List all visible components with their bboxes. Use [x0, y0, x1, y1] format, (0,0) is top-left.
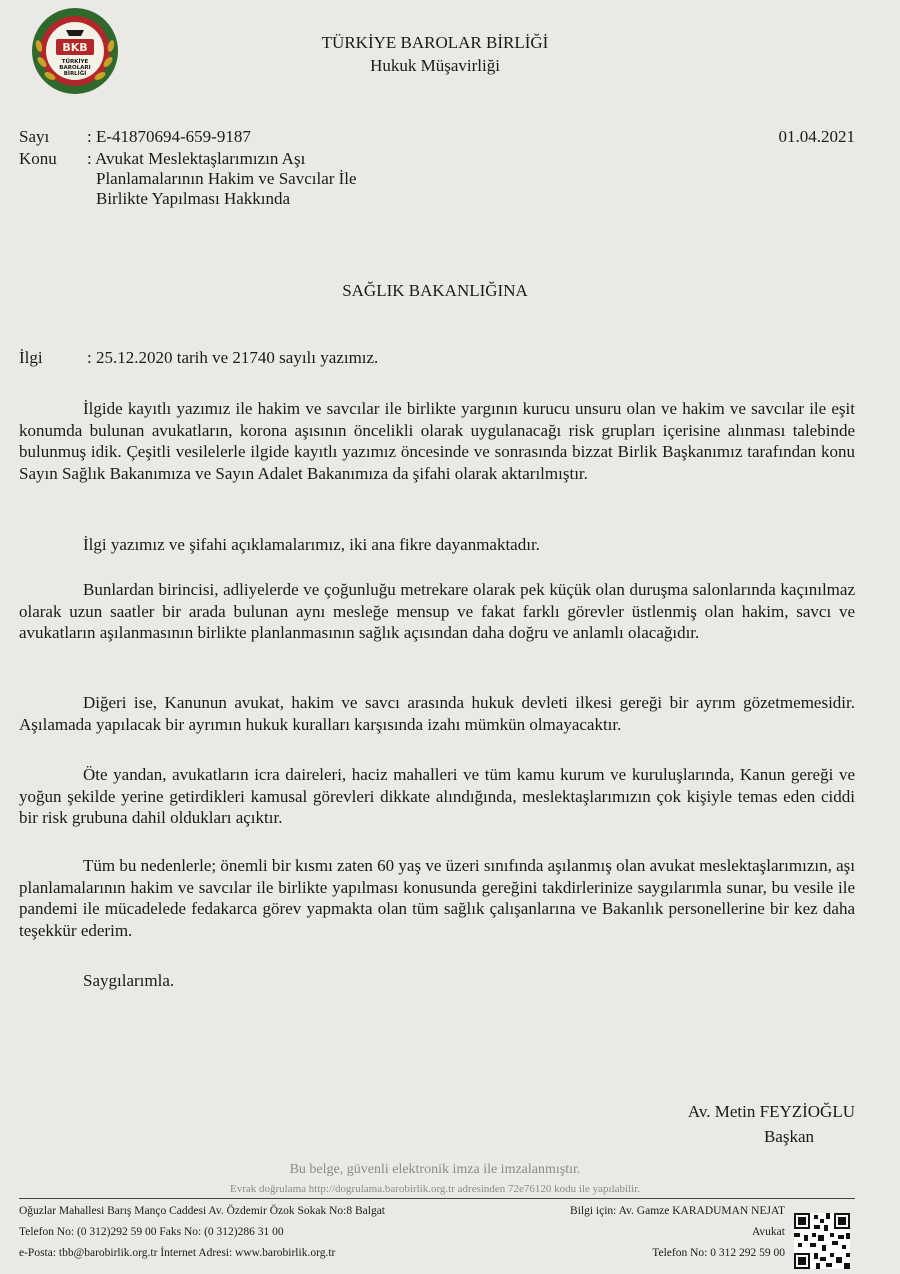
ilgi-value: : 25.12.2020 tarih ve 21740 sayılı yazımız.	[87, 348, 379, 367]
body-paragraph-5: Öte yandan, avukatların icra daireleri, haciz mahalleri ve tüm kamu kurum ve kuruluşlarında, Kanun gereği ve yoğun şekilde yerine getirdikleri kamusal görevleri dikkate alındığında, meslektaşlarımızın çok kişiyle temas eden ciddi bir risk grubuna dahil oldukları açıktır.	[19, 765, 855, 827]
recipient: SAĞLIK BAKANLIĞINA	[342, 281, 528, 300]
verification-note: Evrak doğrulama http://dogrulama.barobirlik.org.tr adresinden 72e76120 kodu ile yapılabilir.	[229, 1183, 641, 1195]
footer-divider	[19, 1198, 855, 1199]
konu-line-3: Birlikte Yapılması Hakkında	[96, 189, 291, 208]
signature-title: Başkan	[763, 1127, 814, 1146]
konu-label: Konu	[19, 149, 57, 168]
footer-info-phone: Telefon No: 0 312 292 59 00	[652, 1247, 785, 1259]
konu-line-2: Planlamalarının Hakim ve Savcılar İle	[96, 169, 357, 188]
qr-code-icon	[794, 1213, 850, 1269]
body-paragraph-2: İlgi yazımız ve şifahi açıklamalarımız, iki ana fikre dayanmaktadır.	[83, 535, 540, 554]
ilgi-label: İlgi	[19, 348, 43, 367]
body-paragraph-3: Bunlardan birincisi, adliyelerde ve çoğunluğu metrekare olarak pek küçük olan duruşma salonlarında kaçınılmaz olarak uzun saatler bir arada bulunan aynı mesleğe mensup ve fakat farklı görevler üstlenmiş olan hakim, savcı ve avukatların aşılanmasının birlikte planlanmasının sağlık açısından daha doğru ve anlamlı olacağıdır.	[19, 580, 855, 642]
department: Hukuk Müşavirliği	[370, 56, 500, 75]
svg-text:TÜRKİYE: TÜRKİYE	[61, 59, 89, 65]
body-paragraph-1: İlgide kayıtlı yazımız ile hakim ve savcılar ile birlikte yargının kurucu unsuru olan ve hakim ve savcılar ile eşit konumda bulunan avukatların, korona aşısının öncelikli olarak uygulanacağı risk grupları içerisine alınması talebinde bulunmuş idik. Çeşitli vesilelerle ilgide kayıtlı yazımız öncesinde ve sonrasında bizzat Birlik Başkanımız tarafından konu Sayın Sağlık Bakanımıza ve Sayın Adalet Bakanımıza da şifahi olarak aktarılmıştır.	[19, 399, 855, 483]
svg-text:BAROLARI: BAROLARI	[59, 65, 91, 71]
body-paragraph-6: Tüm bu nedenlerle; önemli bir kısmı zaten 60 yaş ve üzeri sınıfında aşılanmış olan avukat meslektaşlarımızın, aşı planlamalarının hakim ve savcılar ile birlikte yapılması konusunda gereğini takdirlerinize saygılarımla sunar, bu vesile ile pandemi ile mücadelede fedakarca görev yapmakta olan tüm sağlık çalışanlarına ve Bakanlık personellerine bir kez daha teşekkür ederim.	[19, 856, 855, 940]
footer-phone-fax: Telefon No: (0 312)292 59 00 Faks No: (0 312)286 31 00	[19, 1226, 284, 1238]
footer-email-web: e-Posta: tbb@barobirlik.org.tr İnternet Adresi: www.barobirlik.org.tr	[19, 1247, 336, 1259]
footer-address: Oğuzlar Mahallesi Barış Manço Caddesi Av. Özdemir Özok Sokak No:8 Balgat	[19, 1205, 386, 1217]
body-paragraph-4: Diğeri ise, Kanunun avukat, hakim ve savcı arasında hukuk devleti ilkesi gereği bir ayrım gözetmemesidir. Aşılamada yapılacak bir ayrımın hukuk kuralları karşısında izahı mümkün olmayacaktır.	[19, 693, 855, 734]
svg-text:BKB: BKB	[62, 41, 88, 54]
document-date: 01.04.2021	[778, 127, 855, 146]
sayi-label: Sayı	[19, 127, 50, 146]
footer-info-contact: Bilgi için: Av. Gamze KARADUMAN NEJAT	[570, 1205, 785, 1217]
svg-text:BİRLİĞİ: BİRLİĞİ	[63, 71, 87, 77]
sayi-value: : E-41870694-659-9187	[87, 127, 251, 146]
footer-info-role: Avukat	[751, 1226, 785, 1238]
e-signature-note: Bu belge, güvenli elektronik imza ile imzalanmıştır.	[289, 1162, 581, 1177]
konu-line-1: : Avukat Meslektaşlarımızın Aşı	[87, 149, 306, 168]
closing: Saygılarımla.	[83, 971, 175, 990]
signature-name: Av. Metin FEYZİOĞLU	[687, 1102, 855, 1121]
org-name: TÜRKİYE BAROLAR BİRLİĞİ	[321, 33, 549, 52]
